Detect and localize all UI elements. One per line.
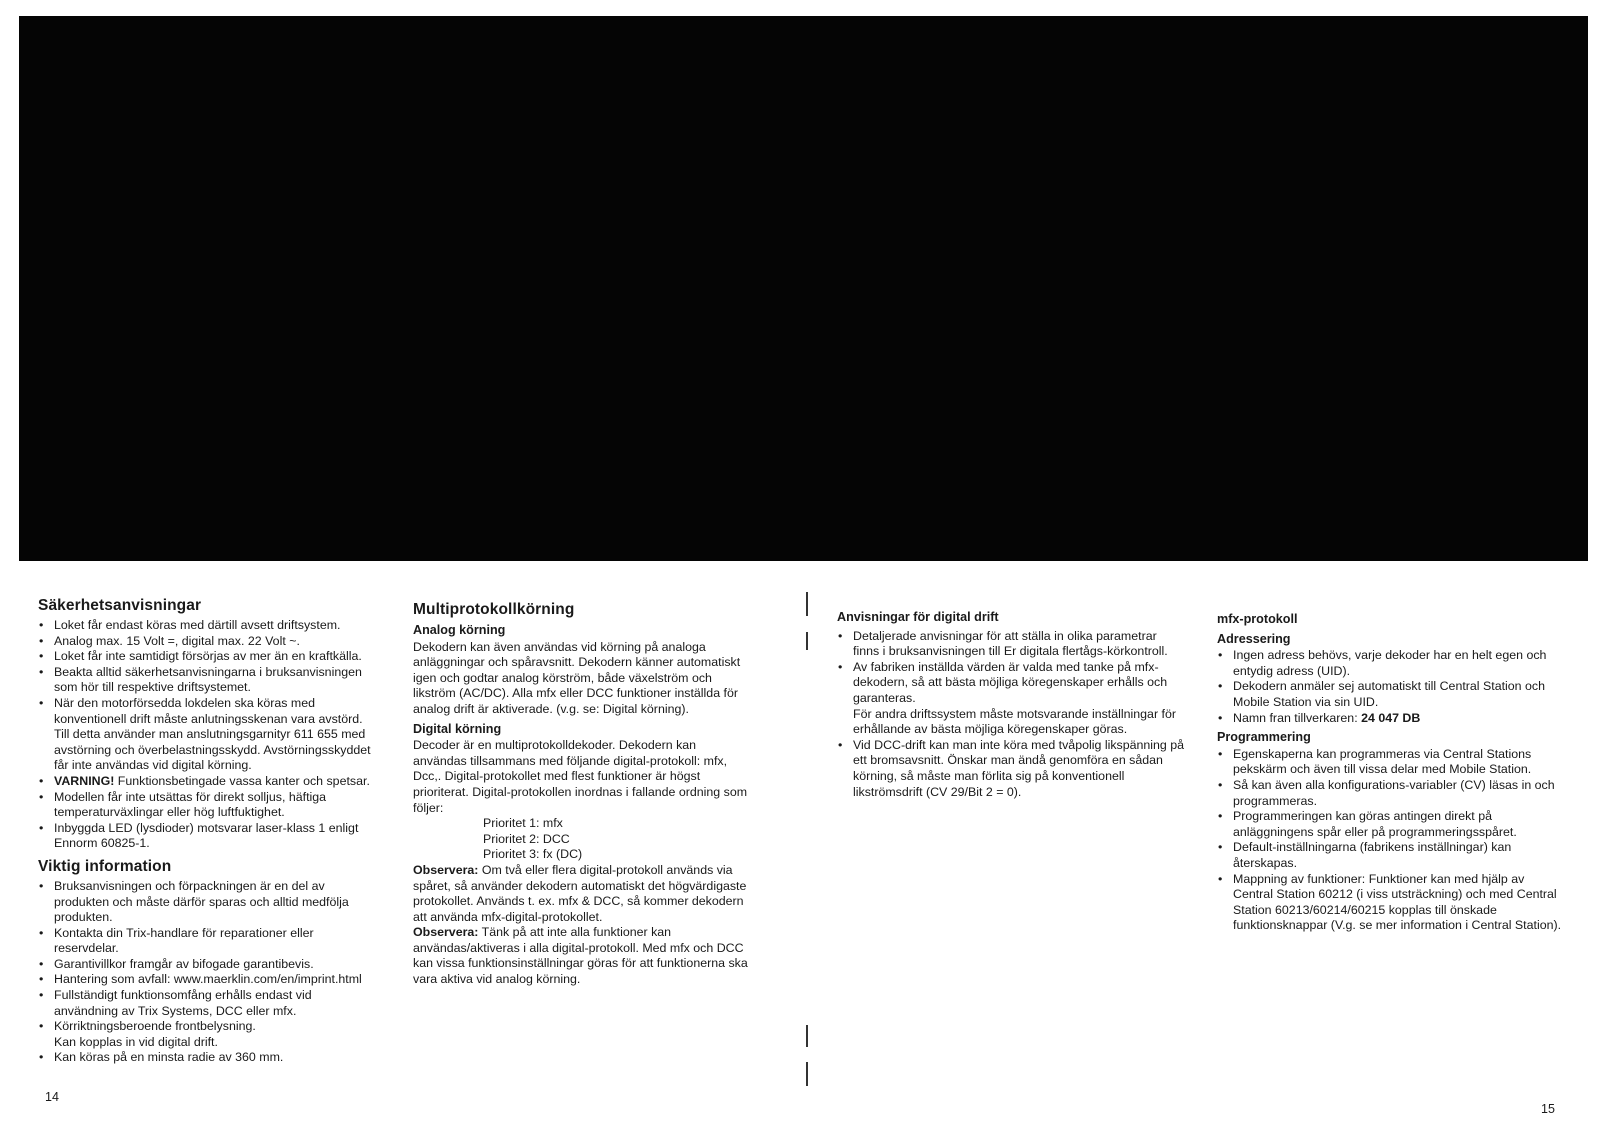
priority-3: Prioritet 3: fx (DC)	[483, 847, 583, 862]
note-1-text: Om två eller flera digital-protokoll används via spåret, så använder dekodern automatiskt det högvärdigaste protokollet. Används t. ex. mfx & DCC, så kommer dekodern att använda mfx-digital-protokollet.	[413, 862, 747, 924]
list-item-text: Av fabriken inställda värden är valda med tanke på mfx-dekodern, så att bästa möjliga köregenskaper erhålls och garanteras.	[853, 659, 1168, 705]
list-item: • Kontakta din Trix-handlare för reparationer eller reservdelar.	[38, 926, 374, 957]
list-item	[38, 1019, 374, 1050]
list-item: • Mappning av funktioner: Funktioner kan med hjälp av Central Station 60212 (i viss utsträckning) och med Central Station 60213/60214/60215 kopplas till önskade funktionsknappar (V.g. se mer information i Central Station).	[1217, 872, 1567, 934]
programming-heading: Programmering	[1217, 730, 1311, 745]
list-item: • Beakta alltid säkerhetsanvisningarna i bruksanvisningen som hör till respektive driftsystemet.	[38, 665, 374, 696]
priority-1: Prioritet 1: mfx	[483, 816, 563, 831]
note-2-label: Observera:	[413, 925, 479, 940]
list-item: • Loket får inte samtidigt försörjas av mer än en kraftkälla.	[38, 649, 374, 665]
gutter-mark	[806, 1025, 808, 1047]
list-item: • Fullständigt funktionsomfång erhålls endast vid användning av Trix Systems, DCC eller mfx.	[38, 988, 374, 1019]
gutter-mark	[806, 592, 808, 616]
digital-operation-list	[837, 629, 1185, 801]
programming-list	[1217, 747, 1567, 934]
warning-item	[38, 774, 374, 790]
list-item: • Vid DCC-drift kan man inte köra med tvåpolig likspänning på ett bromsavsnitt. Önskar man ändå genomföra en sådan körning, så måste man förlita sig på konventionell likströmsdrift (CV 29/Bit 2 = 0).	[837, 738, 1185, 800]
manufacturer-name-value: 24 047 DB	[1361, 710, 1421, 725]
list-item: • Modellen får inte utsättas för direkt solljus, häftiga temperaturväxlingar eller hög luftfuktighet.	[38, 790, 374, 821]
digital-heading: Digital körning	[413, 721, 502, 736]
note-2-text: Tänk på att inte alla funktioner kan användas/aktiveras i alla digital-protokoll. Med mfx och DCC kan vissa funktionsinställningar göras för att funktionerna ska vara aktiva vid analog körning.	[413, 925, 748, 987]
digital-operation-column	[837, 610, 1185, 800]
list-item-note: Kan kopplas in vid digital drift.	[54, 1034, 218, 1049]
safety-column	[38, 596, 374, 1066]
list-item: • Bruksanvisningen och förpackningen är en del av produkten och måste därför sparas och alltid medfölja produkten.	[38, 879, 374, 926]
page-number-right: 15	[1541, 1102, 1555, 1116]
note-1-label: Observera:	[413, 862, 479, 877]
digital-text: Decoder är en multiprotokolldekoder. Dekodern kan användas tillsammans med följande digital-protokoll: mfx, Dcc,. Digital-protokollet med flest funktioner är högst prioriterat. Digital-protokollen inordnas i fallande ordning som följer:	[413, 738, 748, 815]
multiprotocol-column	[413, 600, 753, 988]
list-item: • Egenskaperna kan programmeras via Central Stations pekskärm och även till vissa delar med Mobile Station.	[1217, 747, 1567, 778]
note-2	[413, 925, 753, 987]
warning-text: Funktionsbetingade vassa kanter och spetsar.	[114, 773, 370, 788]
digital-operation-heading: Anvisningar för digital drift	[837, 610, 999, 624]
multiprotocol-heading: Multiprotokollkörning	[413, 601, 575, 618]
gutter-mark	[806, 632, 808, 650]
list-item: • Programmeringen kan göras antingen direkt på anläggningens spår eller på programmeringsspåret.	[1217, 809, 1567, 840]
mfx-heading: mfx-protokoll	[1217, 612, 1298, 626]
safety-list	[38, 618, 374, 852]
list-item: • Inbyggda LED (lysdioder) motsvarar laser-klass 1 enligt Ennorm 60825-1.	[38, 821, 374, 852]
manufacturer-name-label: Namn fran tillverkaren:	[1233, 710, 1362, 725]
mfx-column	[1217, 612, 1567, 934]
list-item: • Analog max. 15 Volt =, digital max. 22 Volt ~.	[38, 634, 374, 650]
note-1	[413, 863, 753, 925]
list-item: • Så kan även alla konfigurations-variabler (CV) läsas in och programmeras.	[1217, 778, 1567, 809]
warning-label: VARNING!	[54, 773, 115, 788]
analog-heading: Analog körning	[413, 623, 506, 637]
priority-2: Prioritet 2: DCC	[483, 831, 570, 846]
list-item: • Default-inställningarna (fabrikens inställningar) kan återskapas.	[1217, 840, 1567, 871]
product-photo-band	[19, 16, 1588, 561]
info-list	[38, 879, 374, 1066]
list-item: • Dekodern anmäler sej automatiskt till Central Station och Mobile Station via sin UID.	[1217, 679, 1567, 710]
list-item-text: När den motorförsedda lokdelen ska köras med konventionell drift måste anlutningsskenan vara avstörd.	[54, 695, 363, 726]
list-item: • Ingen adress behövs, varje dekoder har en helt egen och entydig adress (UID).	[1217, 648, 1567, 679]
list-item-note: För andra driftssystem måste motsvarande inställningar för erhållande av bästa möjliga köregenskaper göras.	[853, 706, 1176, 737]
list-item-text: Körriktningsberoende frontbelysning.	[54, 1019, 256, 1034]
gutter-mark	[806, 1062, 808, 1086]
list-item: • Kan köras på en minsta radie av 360 mm.	[38, 1050, 374, 1066]
list-item	[1217, 711, 1567, 727]
list-item: • Loket får endast köras med därtill avsett driftsystem.	[38, 618, 374, 634]
page-number-left: 14	[45, 1090, 59, 1104]
safety-heading: Säkerhetsanvisningar	[38, 597, 202, 614]
info-heading: Viktig information	[38, 857, 172, 875]
list-item: • Hantering som avfall: www.maerklin.com/en/imprint.html	[38, 972, 374, 988]
list-item	[38, 696, 374, 774]
addressing-list	[1217, 648, 1567, 726]
analog-text: Dekodern kan även användas vid körning på analoga anläggningar och spåravsnitt. Dekodern känner automatiskt igen och godtar analog körström, både växelström och likström (AC/DC). Alla mfx eller DCC funktioner inställda för analog drift är aktiverade. (v.g. se: Digital körning).	[413, 639, 741, 716]
list-item	[837, 660, 1185, 738]
list-item-note: Till detta använder man anslutningsgarnityr 611 655 med avstörning och överbelastningsskydd. Avstörningsskyddet får inte användas vid digital körning.	[54, 727, 371, 773]
addressing-heading: Adressering	[1217, 631, 1291, 646]
list-item: • Detaljerade anvisningar för att ställa in olika parametrar finns i bruksanvisningen till Er digitala flertågs-körkontroll.	[837, 629, 1185, 660]
list-item: • Garantivillkor framgår av bifogade garantibevis.	[38, 957, 374, 973]
